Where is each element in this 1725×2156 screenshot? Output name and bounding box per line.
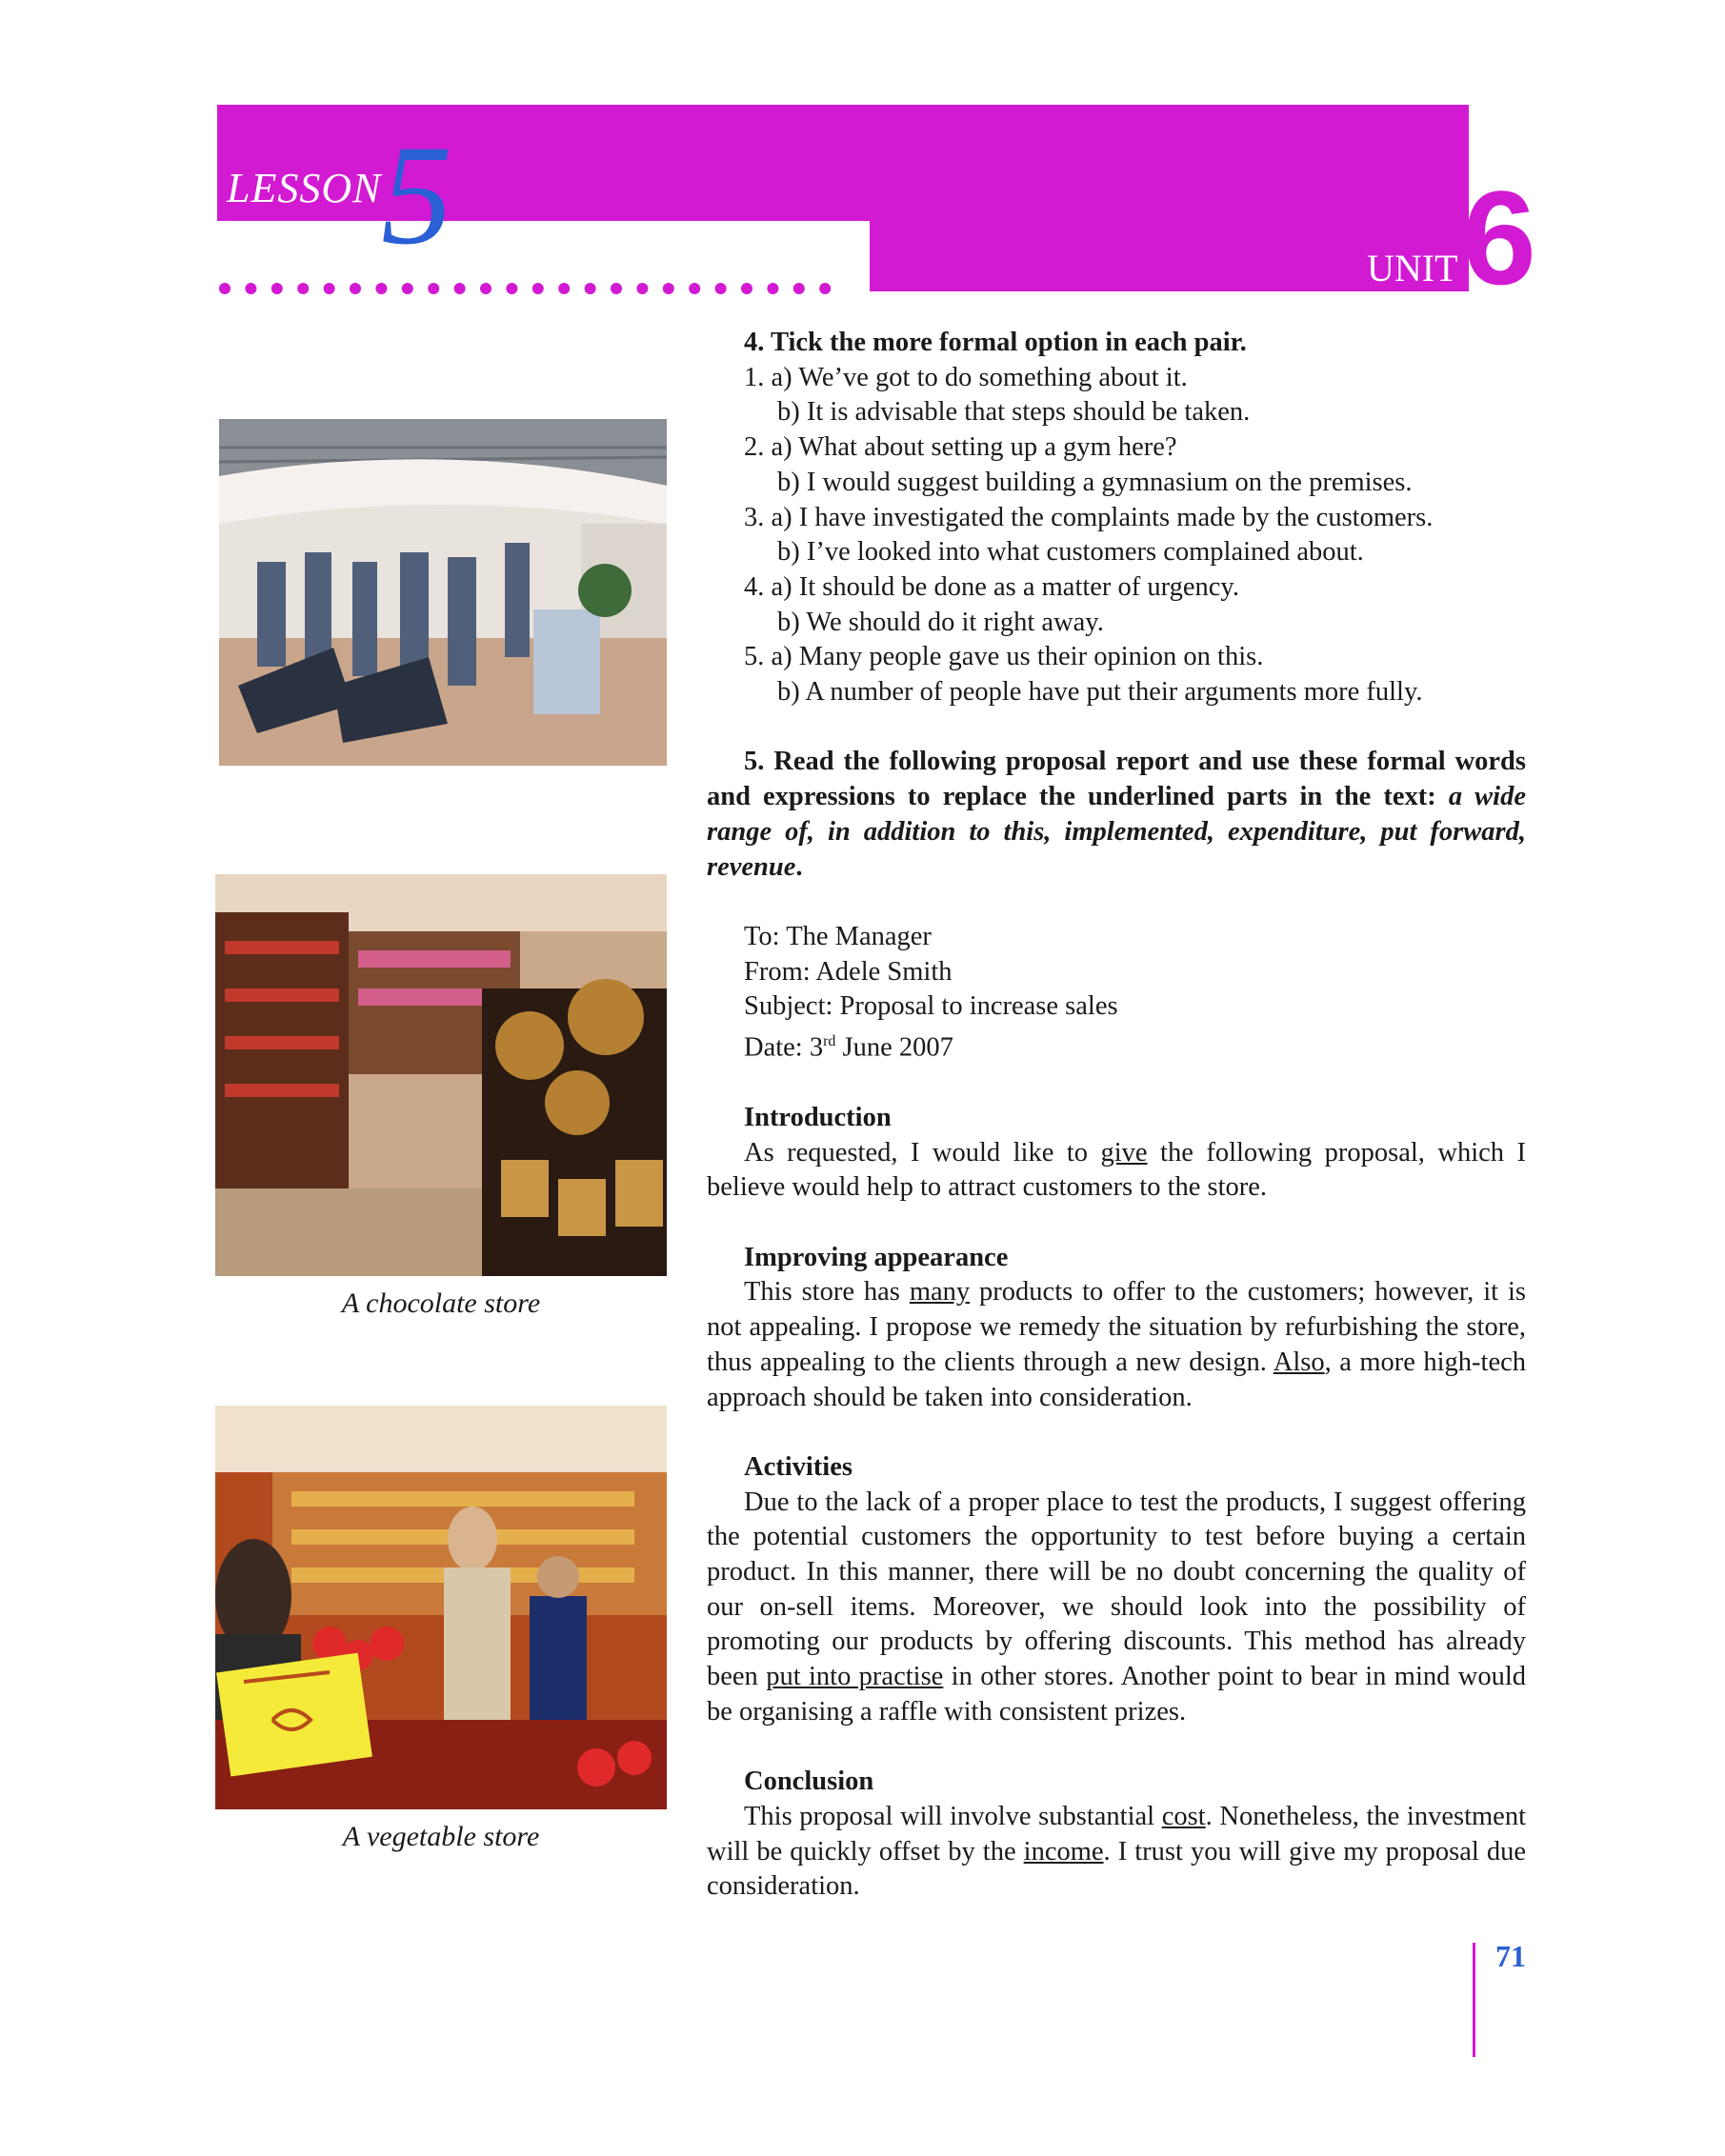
unit-label: UNIT bbox=[1367, 247, 1458, 289]
dot bbox=[271, 283, 283, 294]
memo-to: To: The Manager bbox=[744, 921, 932, 951]
dot bbox=[245, 283, 256, 294]
conclusion-underlined-2: income bbox=[1023, 1836, 1104, 1867]
activities-text-1: Due to the lack of a proper place to test the products, I suggest offering the potential customers the opportunity to test before buying a certain product. In this manner, there will be no doubt concerning the quality of our on-sell items. Moreover, we should look into the possibility of promoting our products by offering discounts. This method has already been bbox=[707, 1487, 1526, 1692]
dot bbox=[375, 283, 387, 294]
gym-photo bbox=[219, 419, 667, 766]
exercise-4-item-2b: b) I would suggest building a gymnasium on the premises. bbox=[777, 467, 1413, 497]
exercise-4-title: 4. Tick the more formal option in each pair. bbox=[744, 328, 1247, 357]
unit-number: 6 bbox=[1462, 163, 1536, 312]
dot bbox=[715, 283, 727, 294]
exercise-5-instruction bbox=[707, 745, 1526, 885]
dot bbox=[297, 283, 309, 294]
exercise-4-item-4b: b) We should do it right away. bbox=[777, 607, 1104, 637]
memo-date-prefix: Date: 3 bbox=[744, 1032, 824, 1063]
page-number: 71 bbox=[1495, 1939, 1526, 1973]
dot bbox=[454, 283, 466, 294]
introduction-text-1: As requested, I would like to bbox=[744, 1137, 1101, 1168]
dot bbox=[480, 283, 491, 294]
dot bbox=[402, 283, 413, 294]
vegetable-store-photo bbox=[215, 1406, 667, 1809]
appearance-text-2: products to offer to the customers; however, it is not appealing. I propose we remedy the situation by refurbishing the store, thus appealing to the clients through a new design. bbox=[707, 1277, 1526, 1377]
exercise-4-item-3a: 3. a) I have investigated the complaints made by the customers. bbox=[744, 502, 1434, 532]
memo-subject: Subject: Proposal to increase sales bbox=[744, 991, 1118, 1022]
exercise-4-item-3b: b) I’ve looked into what customers complained about. bbox=[777, 537, 1364, 568]
chocolate-store-photo bbox=[215, 874, 667, 1276]
lesson-label: LESSON bbox=[227, 165, 382, 211]
exercise-4-item-1b: b) It is advisable that steps should be taken. bbox=[777, 397, 1251, 428]
introduction-heading: Introduction bbox=[744, 1102, 892, 1132]
introduction-underlined-1: give bbox=[1100, 1137, 1148, 1168]
appearance-heading: Improving appearance bbox=[744, 1242, 1009, 1272]
conclusion-underlined-1: cost bbox=[1161, 1801, 1206, 1831]
exercise-5-instruction-text: 5. Read the following proposal report and use these formal words and expressions to replace the underlined parts in the text: bbox=[707, 747, 1526, 812]
appearance-text-1: This store has bbox=[744, 1277, 910, 1308]
exercise-4-item-2a: 2. a) What about setting up a gym here? bbox=[744, 432, 1177, 463]
dot bbox=[793, 283, 805, 294]
page-number-rule bbox=[1473, 1943, 1475, 2057]
appearance-text-3: , a more high-tech approach should be taken into consideration. bbox=[707, 1347, 1526, 1412]
dot bbox=[819, 283, 831, 294]
dot bbox=[506, 283, 517, 294]
exercise-4-item-5b: b) A number of people have put their arguments more fully. bbox=[777, 677, 1423, 708]
activities-heading: Activities bbox=[744, 1451, 852, 1482]
exercise-4-item-1a: 1. a) We’ve got to do something about it. bbox=[744, 362, 1188, 392]
activities-text-2: in other stores. Another point to bear in mind would be organising a raffle with consistent prizes. bbox=[707, 1662, 1526, 1727]
memo-date bbox=[707, 1025, 1526, 1066]
vegetable-store-caption: A vegetable store bbox=[342, 1821, 540, 1852]
dot bbox=[741, 283, 752, 294]
lesson-number: 5 bbox=[381, 116, 452, 274]
dot bbox=[219, 283, 231, 294]
exercise-5-word-list: a wide range of, in addition to this, implemented, expenditure, put forward, revenue bbox=[707, 782, 1526, 882]
introduction-paragraph bbox=[707, 1136, 1526, 1206]
dot bbox=[428, 283, 439, 294]
dot bbox=[350, 283, 361, 294]
conclusion-paragraph bbox=[707, 1800, 1526, 1905]
main-text-column bbox=[707, 326, 1526, 1905]
dot bbox=[611, 283, 622, 294]
appearance-underlined-2: Also bbox=[1273, 1347, 1325, 1377]
dot bbox=[767, 283, 778, 294]
conclusion-text-3: . I trust you will give my proposal due consideration. bbox=[707, 1836, 1527, 1902]
memo-from: From: Adele Smith bbox=[744, 956, 953, 987]
conclusion-text-2: . Nonetheless, the investment will be quickly offset by the bbox=[707, 1801, 1526, 1867]
introduction-text-2: the following proposal, which I believe would help to attract customers to the store. bbox=[707, 1137, 1526, 1203]
dotted-rule bbox=[217, 276, 846, 301]
exercise-5-period: . bbox=[795, 851, 803, 882]
exercise-4-item-4a: 4. a) It should be done as a matter of urgency. bbox=[744, 571, 1239, 602]
appearance-underlined-1: many bbox=[909, 1277, 971, 1308]
exercise-4-item-5a: 5. a) Many people gave us their opinion on this. bbox=[744, 642, 1264, 672]
dot bbox=[324, 283, 335, 294]
activities-paragraph bbox=[707, 1486, 1526, 1730]
conclusion-heading: Conclusion bbox=[744, 1767, 874, 1797]
dot bbox=[663, 283, 674, 294]
memo-date-sup: rd bbox=[823, 1033, 836, 1050]
activities-underlined-1: put into practise bbox=[766, 1662, 944, 1692]
dot bbox=[636, 283, 648, 294]
memo-date-suffix: June 2007 bbox=[835, 1032, 953, 1063]
dot bbox=[558, 283, 570, 294]
dot bbox=[689, 283, 700, 294]
appearance-paragraph bbox=[707, 1275, 1526, 1415]
chocolate-store-caption: A chocolate store bbox=[341, 1288, 541, 1319]
dot bbox=[532, 283, 544, 294]
conclusion-text-1: This proposal will involve substantial bbox=[744, 1801, 1162, 1831]
dot bbox=[585, 283, 596, 294]
